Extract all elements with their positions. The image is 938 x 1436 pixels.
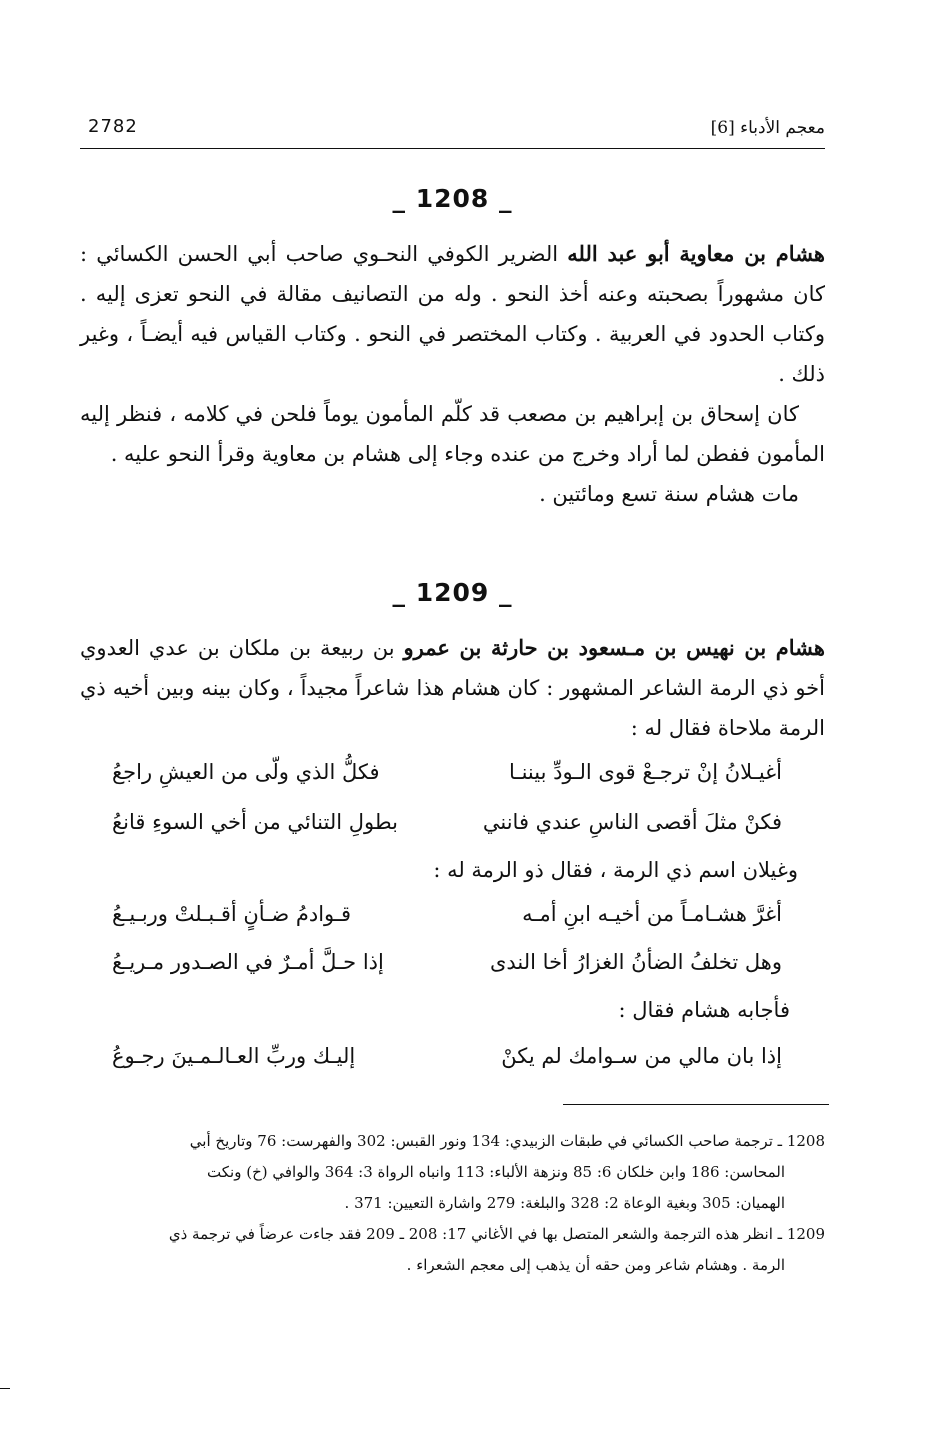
entry-1208-paragraph-2: كان إسحاق بن إبراهيم بن مصعب قد كلّم المأمون يوماً فلحن في كلامه ، فنظر إليه المأمون ففطن لما أراد وخرج من عنده وجاء إلى هشام بن معاوية وقرأ النحو عليه . [80, 402, 825, 466]
entry-1209-text: بن ربيعة بن ملكان بن عدي العدوي أخو ذي الرمة الشاعر المشهور : كان هشام هذا شاعراً مجيداً ، وكان بينه وبين أخيه ذي الرمة ملاحاة فقال له : [80, 636, 825, 740]
narration-line: فأجابه هشام فقال : [618, 998, 790, 1022]
verse-hemistich-first: إذا بان مالي من سـوامك لم يكنْ [501, 1044, 782, 1068]
verse-line [112, 810, 782, 850]
footnote-1208-line: 1208 ـ ترجمة صاحب الكسائي في طبقات الزبيدي: 134 ونور القبس: 302 والفهرست: 76 وتاريخ أبي [189, 1132, 825, 1150]
verse-hemistich-first: أغرَّ هشـامـاً من أخيـه ابنِ أمـه [522, 902, 782, 926]
entry-1208-paragraph-1 [80, 234, 825, 394]
entry-1208-paragraph-3: مات هشام سنة تسع ومائتين . [539, 482, 799, 506]
verse-hemistich-second: قـوادمُ ضـأنٍ أقـبـلتْ وربـيـعُ [112, 902, 352, 926]
verse-hemistich-first: أغيـلانُ إنْ ترجـعْ قوى الـودِّ بيننـا [509, 760, 782, 784]
running-header [80, 112, 825, 146]
entry-1208-body [80, 234, 825, 514]
verse-line [112, 1044, 782, 1084]
verse-hemistich-first: فكنْ مثلَ أقصى الناسِ عندي فانني [482, 810, 782, 834]
verse-line [112, 950, 782, 990]
footnote-rule [563, 1104, 829, 1105]
narration-line: وغيلان اسم ذي الرمة ، فقال ذو الرمة له : [433, 858, 798, 882]
verse-hemistich-second: إليـك وربِّ العـالـمـينَ رجـوعُ [112, 1044, 356, 1068]
verse-hemistich-second: بطولِ التنائي من أخي السوءِ قانعُ [112, 810, 398, 834]
footnote-1208-line: الهميان: 305 وبغية الوعاة 2: 328 والبلغة: 279 واشارة التعيين: 371 . [344, 1194, 785, 1212]
entry-1208-name: هشام بن معاوية أبو عبد الله [567, 241, 826, 266]
verse-line [112, 902, 782, 942]
page-number: 2782 [88, 116, 138, 137]
margin-mark [0, 1388, 10, 1389]
entry-1208-text: الضرير الكوفي النحـوي صاحب أبي الحسن الكسائي : كان مشهوراً بصحبته وعنه أخذ النحو . وله من التصانيف مقالة في النحو تعزى إليه . وكتاب الحدود في العربية . وكتاب المختصر في النحو . وكتاب القياس فيه أيضـاً ، وغير ذلك . [80, 242, 825, 386]
entry-number-1209: _ 1209 _ [392, 578, 513, 607]
footnote-1208-line: المحاسن: 186 وابن خلكان 6: 85 ونزهة الألباء: 113 وانباه الرواة 3: 364 والوافي (خ) ونكت [207, 1163, 785, 1181]
entry-1209-intro [80, 628, 825, 748]
book-title: معجم الأدباء [6] [710, 118, 825, 138]
verse-hemistich-first: وهل تخلفُ الضأنُ الغزارُ أخا الندى [489, 950, 782, 974]
entry-number-1208: _ 1208 _ [392, 184, 513, 213]
footnote-1209-line: الرمة . وهشام شاعر ومن حقه أن يذهب إلى معجم الشعراء . [406, 1256, 785, 1274]
footnotes [80, 1126, 825, 1281]
verse-hemistich-second: فكلُّ الذي ولّى من العيشِ راجعُ [112, 760, 380, 784]
verse-line [112, 760, 782, 800]
header-rule [80, 148, 825, 149]
footnote-1209-line: 1209 ـ انظر هذه الترجمة والشعر المتصل بها في الأغاني 17: 208 ـ 209 فقد جاءت عرضاً في ترجمة ذي [168, 1225, 825, 1243]
entry-1209-paragraph-1 [80, 628, 825, 748]
verse-hemistich-second: إذا حـلَّ أمـرٌ في الصـدور مـريـعُ [112, 950, 384, 974]
entry-1209-name: هشام بن نهيس بن مـسعود بن حارثة بن عمرو [403, 635, 825, 660]
